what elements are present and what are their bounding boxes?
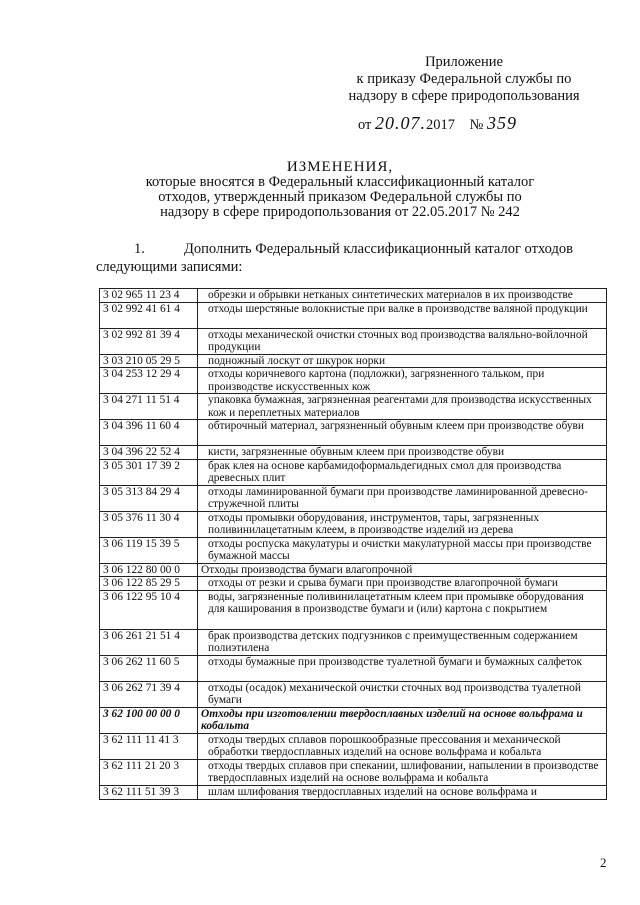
waste-code-cell: 3 62 111 21 20 3: [100, 759, 198, 785]
waste-description-cell: отходы твердых сплавов при спекании, шлифовании, напылении в производстве твердосплавных изделий на основе вольфрама и кобальта: [198, 759, 607, 785]
waste-code-cell: 3 05 301 17 39 2: [100, 459, 198, 485]
document-title: [120, 160, 560, 220]
section-text-continued: следующими записями:: [96, 259, 243, 275]
waste-code-cell: 3 04 396 22 52 4: [100, 446, 198, 460]
waste-description-cell: упаковка бумажная, загрязненная реагентами для производства искусственных кож и переплетных материалов: [198, 394, 607, 420]
order-reference: [358, 114, 598, 134]
table-row: [100, 459, 607, 485]
waste-code-cell: 3 03 210 05 29 5: [100, 354, 198, 368]
title-line: надзору в сфере природопользования от 22.05.2017 № 242: [160, 204, 520, 220]
waste-description-cell: отходы шерстяные волокнистые при валке в производстве валяной продукции: [198, 302, 607, 328]
waste-code-cell: 3 04 396 11 60 4: [100, 420, 198, 446]
appendix-line: к приказу Федеральной службы по: [356, 71, 572, 87]
order-number: 359: [487, 113, 517, 133]
table-row: [100, 629, 607, 655]
waste-description-cell: отходы роспуска макулатуры и очистки макулатурной массы при производстве бумажной массы: [198, 537, 607, 563]
table-group-row: [100, 563, 607, 577]
waste-description-cell: обтирочный материал, загрязненный обувным клеем при производстве обуви: [198, 420, 607, 446]
title-line: отходов, утвержденный приказом Федеральной службы по: [158, 189, 522, 205]
waste-code-cell: 3 06 261 21 51 4: [100, 629, 198, 655]
section-number: 1.: [134, 241, 145, 257]
waste-code-cell: 3 05 313 84 29 4: [100, 485, 198, 511]
appendix-line: надзору в сфере природопользования: [348, 88, 580, 104]
order-number-label: №: [469, 117, 484, 133]
table-row: [100, 289, 607, 303]
table-row: [100, 577, 607, 591]
waste-description-cell: отходы механической очистки сточных вод производства валяльно-войлочной продукции: [198, 328, 607, 354]
appendix-header: [334, 54, 594, 105]
waste-description-cell: воды, загрязненные поливинилацетатным клеем при промывке оборудования для каширования в производстве бумаги и (или) картона с покрытием: [198, 590, 607, 629]
table-row: [100, 485, 607, 511]
table-row: [100, 733, 607, 759]
page-number: 2: [600, 855, 607, 870]
waste-code-cell: 3 06 122 80 00 0: [100, 563, 198, 577]
waste-description-cell: отходы ламинированной бумаги при производстве ламинированной древесно-стружечной плиты: [198, 485, 607, 511]
table-row: [100, 681, 607, 707]
waste-description-cell: брак клея на основе карбамидоформальдегидных смол для производства древесных плит: [198, 459, 607, 485]
waste-description-cell: отходы промывки оборудования, инструментов, тары, загрязненных поливинилацетатным клеем, в производстве изделий из дерева: [198, 511, 607, 537]
waste-code-cell: 3 05 376 11 30 4: [100, 511, 198, 537]
table-row: [100, 354, 607, 368]
waste-description-cell: Отходы при изготовлении твердосплавных изделий на основе вольфрама и кобальта: [198, 707, 607, 733]
waste-description-cell: отходы бумажные при производстве туалетной бумаги и бумажных салфеток: [198, 655, 607, 681]
page-title: ИЗМЕНЕНИЯ,: [286, 159, 394, 175]
section-text: Дополнить Федеральный классификационный каталог отходов: [184, 241, 573, 257]
table-row: [100, 511, 607, 537]
waste-code-cell: 3 06 262 71 39 4: [100, 681, 198, 707]
waste-catalog-table: [99, 288, 607, 800]
section-intro: [96, 240, 606, 276]
table-row: [100, 759, 607, 785]
waste-code-cell: 3 04 253 12 29 4: [100, 368, 198, 394]
waste-code-cell: 3 62 111 11 41 3: [100, 733, 198, 759]
waste-description-cell: брак производства детских подгузников с преимущественным содержанием полиэтилена: [198, 629, 607, 655]
waste-code-cell: 3 02 992 41 61 4: [100, 302, 198, 328]
table-row: [100, 785, 607, 799]
waste-description-cell: отходы (осадок) механической очистки сточных вод производства туалетной бумаги: [198, 681, 607, 707]
table-row: [100, 537, 607, 563]
waste-code-cell: 3 62 111 51 39 3: [100, 785, 198, 799]
order-day-month: 20.07.: [375, 113, 427, 133]
waste-code-cell: 3 06 119 15 39 5: [100, 537, 198, 563]
waste-description-cell: отходы от резки и срыва бумаги при производстве влагопрочной бумаги: [198, 577, 607, 591]
waste-description-cell: шлам шлифования твердосплавных изделий на основе вольфрама и: [198, 785, 607, 799]
waste-code-cell: 3 04 271 11 51 4: [100, 394, 198, 420]
table-group-row: [100, 707, 607, 733]
table-row: [100, 420, 607, 446]
table-row: [100, 590, 607, 629]
waste-code-cell: 3 06 122 95 10 4: [100, 590, 198, 629]
waste-description-cell: отходы коричневого картона (подложки), загрязненного тальком, при производстве искусственных кож: [198, 368, 607, 394]
table-row: [100, 655, 607, 681]
waste-description-cell: обрезки и обрывки нетканых синтетических материалов в их производстве: [198, 289, 607, 303]
title-line: которые вносятся в Федеральный классификационный каталог: [145, 174, 535, 190]
order-prefix: от: [358, 117, 372, 133]
waste-code-cell: 3 06 262 11 60 5: [100, 655, 198, 681]
waste-code-cell: 3 02 992 81 39 4: [100, 328, 198, 354]
table-row: [100, 368, 607, 394]
table-row: [100, 446, 607, 460]
waste-code-cell: 3 62 100 00 00 0: [100, 707, 198, 733]
table-row: [100, 394, 607, 420]
table-row: [100, 302, 607, 328]
waste-code-cell: 3 02 965 11 23 4: [100, 289, 198, 303]
waste-code-cell: 3 06 122 85 29 5: [100, 577, 198, 591]
waste-description-cell: кисти, загрязненные обувным клеем при производстве обуви: [198, 446, 607, 460]
order-year: 2017: [426, 117, 456, 133]
waste-description-cell: отходы твердых сплавов порошкообразные прессования и механической обработки твердосплавных изделий на основе вольфрама и кобальта: [198, 733, 607, 759]
table-row: [100, 328, 607, 354]
appendix-line: Приложение: [425, 54, 503, 70]
waste-description-cell: Отходы производства бумаги влагопрочной: [198, 563, 607, 577]
waste-description-cell: подножный лоскут от шкурок норки: [198, 354, 607, 368]
